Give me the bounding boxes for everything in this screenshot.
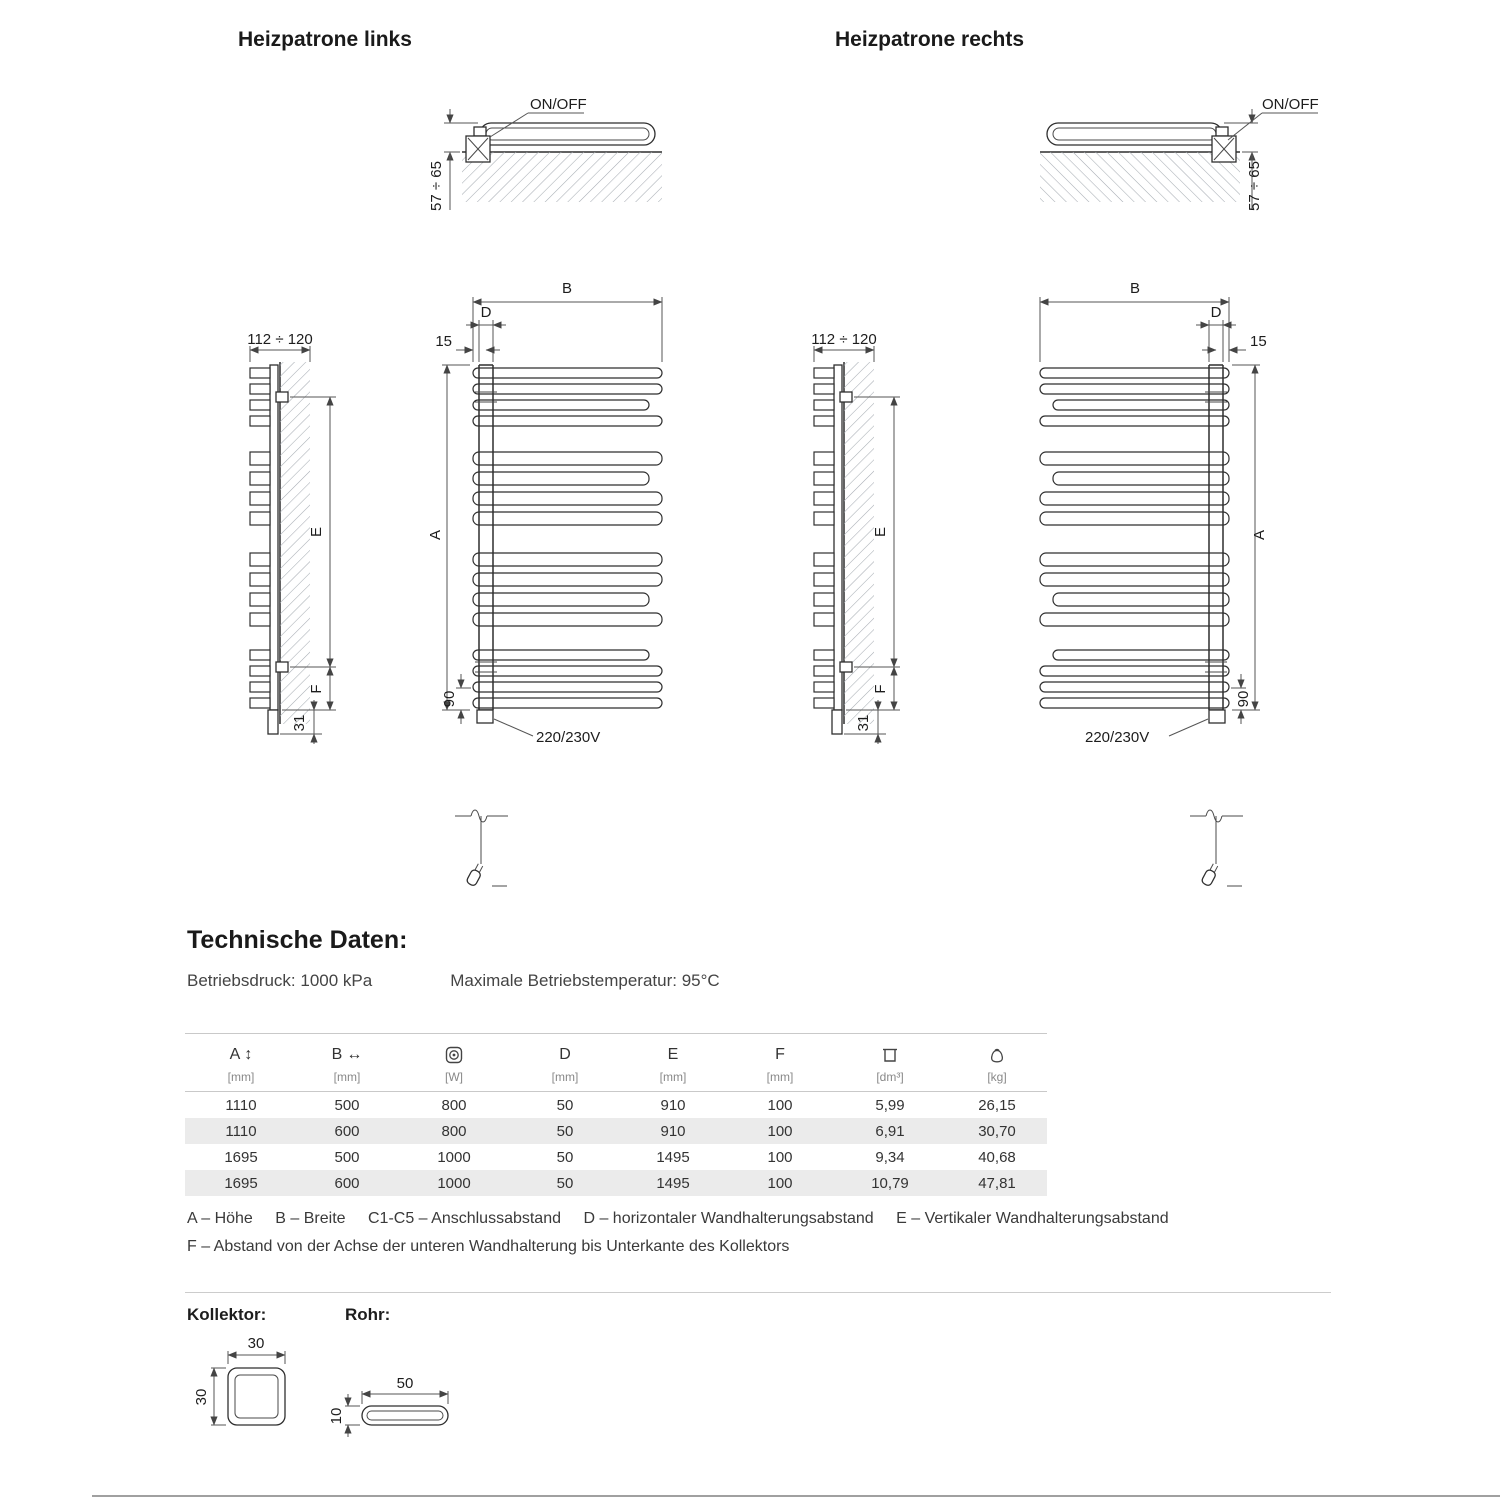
rohr-cross-section xyxy=(328,1375,448,1437)
spec-cell: 5,99 xyxy=(875,1096,905,1114)
weight-icon xyxy=(987,1045,1007,1065)
front-view-right xyxy=(1040,297,1260,736)
dim-31-left: 31 xyxy=(291,714,308,732)
spec-cell: 600 xyxy=(334,1122,360,1140)
spec-cell: 500 xyxy=(334,1096,360,1114)
spec-cell: 910 xyxy=(660,1122,686,1140)
voltage-label-left: 220/230V xyxy=(536,729,601,746)
depth-dim-left: 57 ÷ 65 xyxy=(428,161,445,211)
spec-cell: 50 xyxy=(556,1148,574,1166)
spec-cell: 100 xyxy=(767,1096,793,1114)
spec-cell: 1110 xyxy=(225,1096,257,1114)
col-header-f: F [mm] xyxy=(727,1034,833,1092)
bracket-depth-dim-left: 112 ÷ 120 xyxy=(247,331,313,348)
spec-cell: 1495 xyxy=(656,1148,690,1166)
diagram-title-left: Heizpatrone links xyxy=(238,28,412,51)
spec-cell: 1695 xyxy=(224,1148,258,1166)
dim-90-right: 90 xyxy=(1235,690,1252,708)
dim-15-left: 15 xyxy=(435,333,452,350)
dim-b-right: B xyxy=(1129,280,1141,297)
dim-e-left: E xyxy=(308,526,325,538)
dim-a-right: A xyxy=(1251,529,1268,541)
kollektor-label: Kollektor: xyxy=(187,1305,267,1324)
spec-cell: 1000 xyxy=(437,1148,471,1166)
voltage-label-right: 220/230V xyxy=(1085,729,1150,746)
cable-sketch-right xyxy=(1190,810,1243,887)
spec-cell: 6,91 xyxy=(875,1122,905,1140)
table-row xyxy=(185,1118,1047,1144)
front-view-left xyxy=(442,297,662,736)
spec-table xyxy=(185,1033,1047,1196)
col-header-power: [W] xyxy=(397,1034,511,1092)
max-temperature: Maximale Betriebstemperatur: 95°C xyxy=(450,971,720,990)
legend-item: D – horizontaler Wandhalterungsabstand xyxy=(583,1210,874,1227)
col-header-width: B ↔ [mm] xyxy=(297,1034,397,1092)
side-view-left xyxy=(250,346,336,744)
plan-view-right xyxy=(1040,109,1258,210)
side-view-right xyxy=(814,346,900,744)
bracket-depth-dim-right: 112 ÷ 120 xyxy=(811,331,877,348)
dim-15-right: 15 xyxy=(1250,333,1267,350)
dim-90-left: 90 xyxy=(441,690,458,708)
spec-cell: 1695 xyxy=(224,1174,258,1192)
kollektor-cross-section xyxy=(193,1335,285,1425)
spec-cell: 50 xyxy=(556,1122,574,1140)
legend-item: C1-C5 – Anschlussabstand xyxy=(368,1210,561,1227)
plan-view-left xyxy=(444,109,662,210)
dim-e-right: E xyxy=(872,526,889,538)
spec-cell: 1495 xyxy=(656,1174,690,1192)
technical-data-section xyxy=(0,926,1500,1256)
legend-item: B – Breite xyxy=(275,1210,346,1227)
power-icon xyxy=(444,1045,464,1065)
legend-item: E – Vertikaler Wandhalterungsabstand xyxy=(896,1210,1169,1227)
spec-cell: 100 xyxy=(767,1122,793,1140)
dim-f-left: F xyxy=(308,684,325,694)
dim-b-left: B xyxy=(561,280,573,297)
legend-item: A – Höhe xyxy=(187,1210,253,1227)
onoff-label-right: ON/OFF xyxy=(1262,96,1319,113)
spec-cell: 50 xyxy=(556,1174,574,1192)
operating-pressure: Betriebsdruck: 1000 kPa xyxy=(187,971,373,990)
table-row xyxy=(185,1092,1047,1119)
spec-cell: 800 xyxy=(441,1122,467,1140)
depth-dim-right: 57 ÷ 65 xyxy=(1246,161,1263,211)
spec-cell: 600 xyxy=(334,1174,360,1192)
diagram-title-right: Heizpatrone rechts xyxy=(835,28,1025,51)
col-header-height: A ↕ [mm] xyxy=(185,1034,297,1092)
spec-cell: 30,70 xyxy=(978,1122,1016,1140)
volume-icon xyxy=(880,1045,900,1065)
spec-cell: 800 xyxy=(441,1096,467,1114)
spec-cell: 500 xyxy=(334,1148,360,1166)
legend-item: F – Abstand von der Achse der unteren Wandhalterung bis Unterkante des Kollektors xyxy=(187,1238,790,1255)
spec-cell: 10,79 xyxy=(871,1174,909,1192)
dimension-legend xyxy=(187,1210,1500,1256)
spec-cell: 40,68 xyxy=(978,1148,1016,1166)
spec-cell: 1000 xyxy=(437,1174,471,1192)
section-divider xyxy=(185,1292,1331,1293)
table-header-row xyxy=(185,1034,1047,1092)
spec-cell: 100 xyxy=(767,1174,793,1192)
spec-cell: 50 xyxy=(556,1096,574,1114)
kollektor-height-dim: 30 xyxy=(193,1388,210,1406)
rohr-height-dim: 10 xyxy=(328,1407,345,1425)
page-bottom-rule xyxy=(92,1495,1500,1497)
spec-cell: 910 xyxy=(660,1096,686,1114)
col-header-weight: [kg] xyxy=(947,1034,1047,1092)
col-header-volume: [dm³] xyxy=(833,1034,947,1092)
cable-sketch-left xyxy=(455,810,508,887)
dim-d-right: D xyxy=(1210,304,1222,321)
col-header-e: E [mm] xyxy=(619,1034,727,1092)
col-header-d: D [mm] xyxy=(511,1034,619,1092)
spec-cell: 1110 xyxy=(225,1122,257,1140)
dim-d-left: D xyxy=(480,304,492,321)
profile-drawings xyxy=(0,1300,700,1500)
dim-a-left: A xyxy=(427,529,444,541)
table-row xyxy=(185,1144,1047,1170)
spec-cell: 100 xyxy=(767,1148,793,1166)
table-row xyxy=(185,1170,1047,1196)
rohr-label: Rohr: xyxy=(345,1305,391,1324)
kollektor-width-dim: 30 xyxy=(247,1335,265,1352)
spec-cell: 47,81 xyxy=(978,1174,1016,1192)
spec-cell: 26,15 xyxy=(978,1096,1016,1114)
onoff-label-left: ON/OFF xyxy=(530,96,587,113)
dim-f-right: F xyxy=(872,684,889,694)
dim-31-right: 31 xyxy=(855,714,872,732)
tech-heading: Technische Daten: xyxy=(187,926,408,954)
spec-cell: 9,34 xyxy=(875,1148,905,1166)
rohr-width-dim: 50 xyxy=(396,1375,414,1392)
